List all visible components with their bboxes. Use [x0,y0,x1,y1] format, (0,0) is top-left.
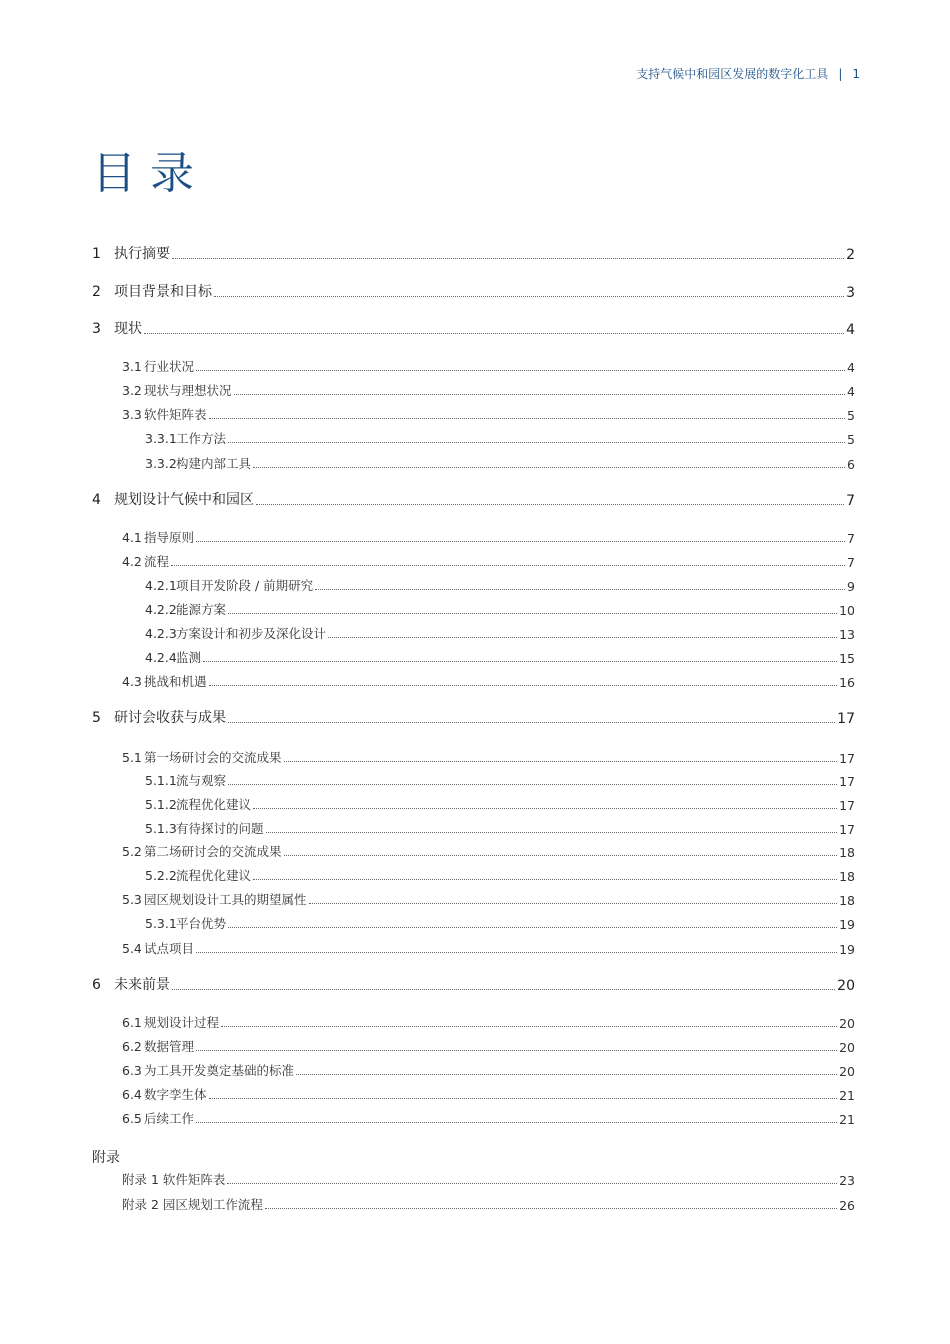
toc-entry-label [122,939,194,957]
toc-entry-text: 行业状况 [144,359,195,374]
toc-entry-text: 流与观察 [176,773,227,788]
toc-entry[interactable] [122,357,855,375]
toc-entry-text: 园区规划设计工具的期望属性 [144,892,307,907]
toc-entry-page: 17 [839,822,855,837]
toc-entry-text: 规划设计气候中和园区 [114,492,254,508]
toc-entry-page: 18 [839,893,855,908]
toc-entry[interactable] [122,552,855,570]
toc-leader-dots [209,418,846,419]
toc-entry-page: 15 [839,651,855,666]
toc-entry-text: 能源方案 [176,602,227,617]
toc-entry-text: 第二场研讨会的交流成果 [144,844,282,859]
toc-leader-dots [256,504,844,505]
appendix-entry-label: 附录 1 软件矩阵表 [122,1172,226,1187]
toc-entry-number: 3.3.2 [145,456,177,471]
toc-entry-page: 7 [846,493,855,509]
toc-entry-number: 6 [92,977,101,993]
toc-entry[interactable] [122,842,855,860]
toc-entry-text: 后续工作 [144,1111,195,1126]
toc-leader-dots [228,722,835,723]
toc-entry-page: 6 [847,457,855,472]
toc-entry[interactable] [92,709,855,727]
toc-entry-text: 数字孪生体 [144,1087,207,1102]
toc-entry-text: 指导原则 [144,530,195,545]
toc-entry-text: 流程优化建议 [176,797,252,812]
toc-entry-number: 5.2.2 [145,868,177,883]
toc-entry-number: 4.2.2 [145,602,177,617]
toc-entry-number: 6.2 [122,1039,142,1054]
toc-leader-dots [196,952,837,953]
toc-leader-dots [196,1122,837,1123]
toc-entry-page: 4 [847,384,855,399]
toc-entry-number: 3 [92,321,101,337]
toc-leader-dots [266,832,838,833]
toc-entry[interactable] [145,819,855,837]
toc-entry-number: 6.5 [122,1111,142,1126]
toc-entry-page: 7 [847,555,855,570]
appendix-entry-page: 23 [839,1173,855,1188]
toc-entry-text: 第一场研讨会的交流成果 [144,750,282,765]
toc-entry-text: 项目背景和目标 [114,284,212,300]
toc-leader-dots [315,589,845,590]
toc-entry-page: 21 [839,1112,855,1127]
toc-entry-label [145,866,251,884]
toc-entry-label [92,281,212,301]
toc-entry-page: 17 [839,774,855,789]
toc-entry[interactable] [92,283,855,301]
toc-entry[interactable] [145,624,855,642]
toc-leader-dots [196,370,845,371]
toc-entry[interactable] [92,320,855,338]
toc-entry-number: 4.2 [122,554,142,569]
toc-entry-text: 流程优化建议 [176,868,252,883]
toc-entry-text: 有待探讨的问题 [176,821,264,836]
toc-leader-dots [309,903,838,904]
toc-entry-label [145,819,264,837]
toc-leader-dots [196,1050,837,1051]
toc-entry[interactable] [92,491,855,509]
toc-entry[interactable] [122,405,855,423]
page-title: 目录 [92,148,208,199]
toc-entry-text: 项目开发阶段 / 前期研究 [176,578,314,593]
toc-leader-dots [228,613,837,614]
toc-entry[interactable] [145,771,855,789]
appendix-entry-page: 26 [839,1198,855,1213]
toc-entry-label [92,243,170,263]
toc-leader-dots [172,258,844,259]
toc-leader-dots [328,637,837,638]
toc-entry-number: 5.1.1 [145,773,177,788]
toc-entry[interactable] [122,939,855,957]
toc-leader-dots [284,855,838,856]
toc-entry-text: 现状与理想状况 [144,383,232,398]
toc-entry-label [145,454,251,472]
toc-entry-label [122,842,282,860]
toc-leader-dots [214,296,844,297]
toc-entry-number: 6.3 [122,1063,142,1078]
toc-entry-number: 4.2.4 [145,650,177,665]
toc-entry-page: 20 [839,1040,855,1055]
toc-entry-page: 5 [847,432,855,447]
running-header [636,65,860,82]
toc-entry-text: 为工具开发奠定基础的标准 [144,1063,295,1078]
toc-entry[interactable] [92,976,855,994]
toc-entry-label [122,552,169,570]
header-separator: | [838,67,843,81]
header-title: 支持气候中和园区发展的数字化工具 [636,67,829,81]
toc-leader-dots [228,442,845,443]
toc-entry-page: 21 [839,1088,855,1103]
toc-entry-text: 挑战和机遇 [144,674,207,689]
toc-entry-number: 5.3.1 [145,916,177,931]
toc-entry[interactable] [122,1109,855,1127]
toc-entry-label [145,576,313,594]
toc-entry[interactable] [122,1037,855,1055]
toc-entry-label [145,624,326,642]
toc-entry-number: 3.2 [122,383,142,398]
toc-entry[interactable] [92,245,855,263]
toc-entry-number: 5.1.2 [145,797,177,812]
toc-entry-text: 未来前景 [114,977,170,993]
toc-entry-number: 2 [92,284,101,300]
toc-entry-number: 5.4 [122,941,142,956]
toc-leader-dots [144,333,844,334]
toc-entry-label [122,1085,207,1103]
toc-entry-label [145,795,251,813]
toc-entry-text: 流程 [144,554,170,569]
toc-entry-page: 20 [837,978,855,994]
toc-entry-page: 17 [837,711,855,727]
toc-entry-number: 6.1 [122,1015,142,1030]
toc-entry-text: 方案设计和初步及深化设计 [176,626,327,641]
toc-entry[interactable] [145,914,855,932]
toc-entry-page: 10 [839,603,855,618]
toc-entry-label [92,318,142,338]
toc-leader-dots [228,927,837,928]
toc-entry-label [145,771,226,789]
toc-entry-number: 5.1.3 [145,821,177,836]
toc-leader-dots [209,685,838,686]
toc-entry-label [145,648,201,666]
toc-leader-dots [203,661,837,662]
toc-entry-page: 4 [846,322,855,338]
toc-entry[interactable] [145,454,855,472]
header-page-number: 1 [852,67,860,81]
toc-entry[interactable] [122,1013,855,1031]
toc-entry[interactable] [122,890,855,908]
toc-entry-page: 9 [847,579,855,594]
toc-entry-page: 3 [846,285,855,301]
toc-entry-label [122,1013,219,1031]
toc-entry-page: 18 [839,869,855,884]
toc-entry-label [122,1061,294,1079]
toc-entry-number: 1 [92,246,101,262]
toc-entry-label [145,429,226,447]
toc-entry-text: 工作方法 [176,431,227,446]
toc-entry-number: 4.2.3 [145,626,177,641]
toc-entry[interactable] [122,528,855,546]
toc-entry[interactable] [145,600,855,618]
toc-leader-dots [221,1026,837,1027]
toc-entry-label [92,974,170,994]
toc-entry[interactable] [145,866,855,884]
toc-entry-number: 4.3 [122,674,142,689]
toc-leader-dots [253,879,837,880]
toc-entry-text: 软件矩阵表 [144,407,207,422]
toc-entry-text: 数据管理 [144,1039,195,1054]
toc-entry-number: 4.2.1 [145,578,177,593]
toc-leader-dots [265,1208,837,1209]
toc-leader-dots [209,1098,838,1099]
toc-leader-dots [253,467,845,468]
toc-entry-number: 5.2 [122,844,142,859]
toc-entry[interactable] [145,795,855,813]
toc-entry-text: 执行摘要 [114,246,170,262]
toc-entry-number: 4 [92,492,101,508]
toc-entry-text: 研讨会收获与成果 [114,710,226,726]
toc-entry[interactable] [122,672,855,690]
toc-entry-label [122,672,207,690]
toc-entry-page: 20 [839,1064,855,1079]
toc-entry-page: 19 [839,917,855,932]
toc-entry-number: 3.3 [122,407,142,422]
toc-entry-text: 构建内部工具 [176,456,252,471]
appendix-entry-label: 附录 2 园区规划工作流程 [122,1197,263,1212]
toc-entry-label [122,381,232,399]
toc-entry-number: 3.1 [122,359,142,374]
appendix-entry[interactable] [122,1170,855,1188]
toc-entry-text: 现状 [114,321,142,337]
toc-entry-page: 5 [847,408,855,423]
toc-entry[interactable] [145,648,855,666]
toc-entry-label [145,914,226,932]
toc-entry-text: 监测 [176,650,202,665]
toc-entry-page: 18 [839,845,855,860]
toc-entry-page: 13 [839,627,855,642]
toc-leader-dots [196,541,845,542]
toc-entry-text: 规划设计过程 [144,1015,220,1030]
toc-entry-label [122,1037,194,1055]
toc-entry-label [145,600,226,618]
toc-entry-page: 16 [839,675,855,690]
toc-leader-dots [234,394,846,395]
toc-entry-page: 4 [847,360,855,375]
toc-entry-number: 6.4 [122,1087,142,1102]
toc-entry-page: 7 [847,531,855,546]
toc-entry[interactable] [145,429,855,447]
toc-leader-dots [228,784,837,785]
toc-entry[interactable] [122,1085,855,1103]
toc-entry-label [122,890,307,908]
toc-entry-text: 试点项目 [144,941,195,956]
toc-entry[interactable] [122,748,855,766]
toc-entry-label [122,1109,194,1127]
toc-leader-dots [284,761,838,762]
toc-entry[interactable] [122,381,855,399]
toc-entry-number: 5 [92,710,101,726]
toc-leader-dots [253,808,837,809]
toc-leader-dots [171,565,845,566]
appendix-heading: 附录 [92,1150,120,1166]
toc-entry-number: 4.1 [122,530,142,545]
toc-leader-dots [172,989,835,990]
toc-entry-text: 平台优势 [176,916,227,931]
toc-entry-number: 5.1 [122,750,142,765]
toc-entry-label [122,528,194,546]
toc-entry-page: 17 [839,751,855,766]
toc-entry-page: 19 [839,942,855,957]
toc-entry-page: 17 [839,798,855,813]
toc-entry-label [122,405,207,423]
toc-entry-number: 3.3.1 [145,431,177,446]
toc-entry[interactable] [145,576,855,594]
toc-leader-dots [296,1074,837,1075]
toc-entry-label [92,707,226,727]
toc-entry-label [92,489,254,509]
appendix-entry[interactable] [122,1195,855,1213]
toc-entry-label [122,357,194,375]
toc-entry-page: 20 [839,1016,855,1031]
toc-entry[interactable] [122,1061,855,1079]
toc-entry-label [122,748,282,766]
toc-entry-page: 2 [846,247,855,263]
toc-leader-dots [227,1183,837,1184]
toc-entry-number: 5.3 [122,892,142,907]
